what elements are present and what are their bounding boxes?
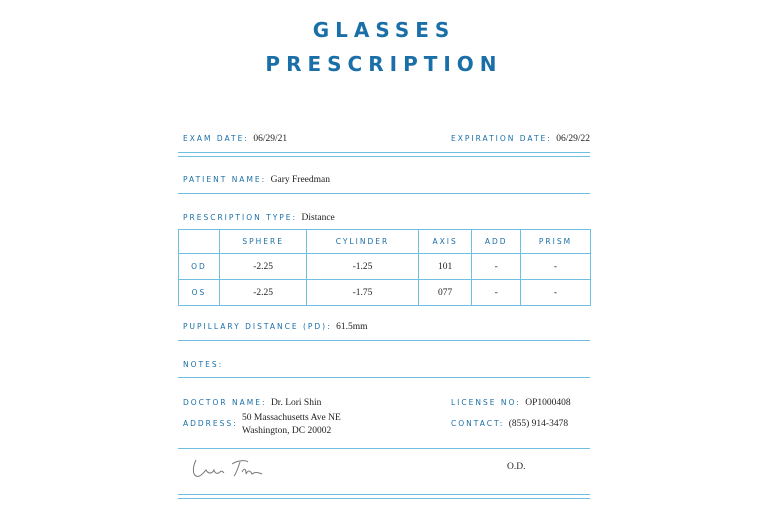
table-header-cell: PRISM [520,230,590,254]
license-value: OP1000408 [525,398,571,408]
table-header-cell: SPHERE [220,230,307,254]
pupillary-distance [183,316,368,334]
patient-name-value: Gary Freedman [270,175,330,185]
address-line-2: Washington, DC 20002 [242,426,332,436]
notes [183,354,223,372]
table-header-cell [179,230,220,254]
prescription-type [183,207,335,225]
doctor-name [183,392,321,410]
title-line-2: PRESCRIPTION [265,52,503,76]
divider [178,156,590,157]
divider [178,494,590,495]
eye-label: OD [179,254,220,280]
expiration-date-value: 06/29/22 [556,134,591,144]
exam-date-value: 06/29/21 [253,134,288,144]
license-number [451,392,571,410]
table-cell: 077 [418,280,472,306]
table-row [179,254,591,280]
table-cell: -1.25 [307,254,418,280]
patient-name [183,169,330,187]
eye-label: OS [179,280,220,306]
address [183,413,238,431]
table-cell: 101 [418,254,472,280]
exam-date [183,128,287,146]
pd-value: 61.5mm [336,322,368,332]
title-line-1: GLASSES [312,18,456,42]
contact-label: CONTACT: [451,419,505,428]
divider [178,377,590,378]
doctor-name-value: Dr. Lori Shin [270,398,322,408]
table-cell: -2.25 [220,280,307,306]
table-header-cell: AXIS [418,230,472,254]
prescription-type-label: PRESCRIPTION TYPE: [183,213,298,222]
divider [178,193,590,194]
table-header-cell: ADD [472,230,521,254]
divider [178,152,590,153]
notes-label: NOTES: [183,360,224,369]
table-header-cell: CYLINDER [307,230,418,254]
table-cell: - [472,280,521,306]
contact [451,413,568,431]
prescription-table [178,229,591,306]
divider [178,498,590,499]
license-label: LICENSE NO: [451,398,521,407]
prescription-type-value: Distance [301,213,335,223]
pd-label: PUPILLARY DISTANCE (PD): [183,322,332,331]
expiration-date [451,128,590,146]
address-label: ADDRESS: [183,419,238,428]
signature [190,452,270,482]
table-header-row [179,230,591,254]
doctor-name-label: DOCTOR NAME: [183,398,267,407]
patient-name-label: PATIENT NAME: [183,175,267,184]
table-cell: -1.75 [307,280,418,306]
table-cell: - [520,280,590,306]
expiration-date-label: EXPIRATION DATE: [451,134,552,143]
exam-date-label: EXAM DATE: [183,134,249,143]
table-cell: - [472,254,521,280]
divider [178,340,590,341]
address-line-1: 50 Massachusetts Ave NE [242,413,341,423]
divider [178,448,590,449]
table-row [179,280,591,306]
table-cell: -2.25 [220,254,307,280]
table-cell: - [520,254,590,280]
contact-value: (855) 914-3478 [508,419,569,429]
od-suffix: O.D. [507,462,526,472]
